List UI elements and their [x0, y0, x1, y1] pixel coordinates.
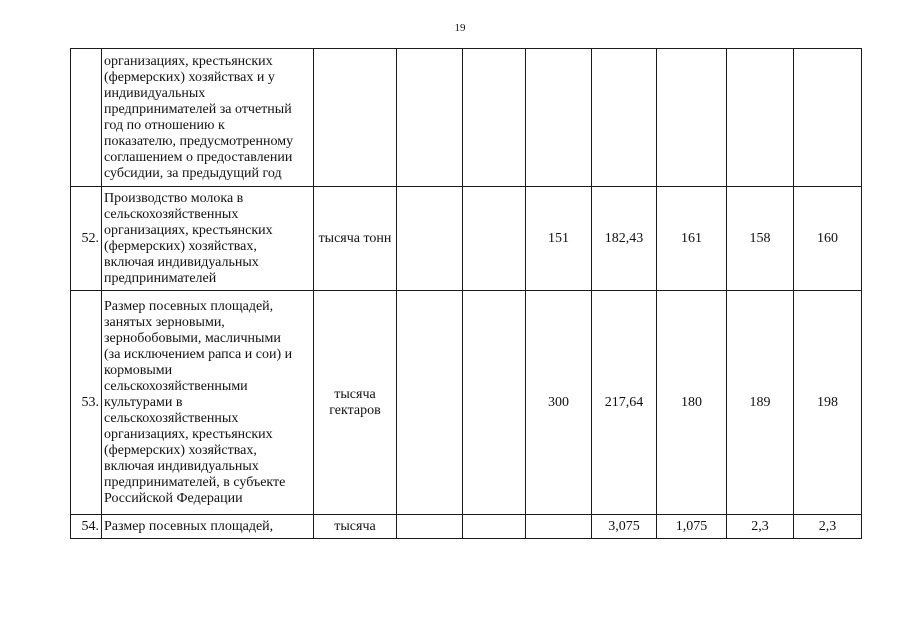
value-cell: [397, 187, 463, 291]
unit-cell: [314, 49, 397, 187]
value-cell: 160: [794, 187, 862, 291]
table-row: [71, 515, 862, 539]
value-cell: 1,075: [657, 515, 727, 539]
row-number: 52.: [71, 187, 102, 291]
indicator-name-line: показателю, предусмотренному: [104, 133, 294, 149]
value-cell: [463, 515, 526, 539]
value-cell: [727, 49, 794, 187]
indicator-name-line: Российской Федерации: [104, 490, 243, 506]
value-cell: [397, 49, 463, 187]
indicator-name-line: сельскохозяйственными: [104, 378, 248, 394]
indicator-name-line: предпринимателей: [104, 270, 217, 286]
indicator-name-line: (фермерских) хозяйствах и у: [104, 69, 275, 85]
indicator-name-line: зернобобовыми, масличными: [104, 330, 281, 346]
value-cell: 2,3: [794, 515, 862, 539]
indicator-name-line: занятых зерновыми,: [104, 314, 225, 330]
indicator-name-line: организациях, крестьянских: [104, 426, 273, 442]
value-cell: [463, 49, 526, 187]
indicators-table: [70, 48, 862, 539]
value-cell: 198: [794, 291, 862, 515]
indicator-name-line: (фермерских) хозяйствах,: [104, 442, 257, 458]
indicator-name: [102, 187, 314, 291]
value-cell: [526, 49, 592, 187]
indicator-name-line: культурами в: [104, 394, 183, 410]
indicator-name-line: год по отношению к: [104, 117, 225, 133]
value-cell: [397, 515, 463, 539]
indicator-name: [102, 515, 314, 539]
table-row: [71, 187, 862, 291]
value-cell: 158: [727, 187, 794, 291]
value-cell: 180: [657, 291, 727, 515]
indicator-name-line: субсидии, за предыдущий год: [104, 165, 282, 181]
value-cell: [657, 49, 727, 187]
value-cell: [526, 515, 592, 539]
indicator-name-line: организациях, крестьянских: [104, 222, 273, 238]
row-number: 53.: [71, 291, 102, 515]
indicator-name: [102, 291, 314, 515]
value-cell: 189: [727, 291, 794, 515]
indicator-name-line: включая индивидуальных: [104, 254, 259, 270]
indicator-name-line: Размер посевных площадей,: [104, 518, 274, 534]
indicator-name-line: индивидуальных: [104, 85, 206, 101]
indicator-name-line: (фермерских) хозяйствах,: [104, 238, 257, 254]
page-number: 19: [454, 22, 466, 34]
value-cell: [463, 187, 526, 291]
indicator-name-line: включая индивидуальных: [104, 458, 259, 474]
row-number: 54.: [71, 515, 102, 539]
unit-cell: тысяча: [314, 515, 397, 539]
table-row: [71, 291, 862, 515]
indicator-name-line: предпринимателей, в субъекте: [104, 474, 286, 490]
value-cell: [592, 49, 657, 187]
indicator-name-line: (за исключением рапса и сои) и: [104, 346, 293, 362]
value-cell: [463, 291, 526, 515]
table-row: [71, 49, 862, 187]
row-number: [71, 49, 102, 187]
indicator-name-line: соглашением о предоставлении: [104, 149, 293, 165]
indicator-name-line: организациях, крестьянских: [104, 53, 273, 69]
indicator-name-line: сельскохозяйственных: [104, 410, 239, 426]
indicator-name-line: сельскохозяйственных: [104, 206, 239, 222]
indicator-name-line: Размер посевных площадей,: [104, 298, 274, 314]
value-cell: 151: [526, 187, 592, 291]
value-cell: 217,64: [592, 291, 657, 515]
unit-cell: тысяча тонн: [314, 187, 397, 291]
value-cell: 2,3: [727, 515, 794, 539]
value-cell: 3,075: [592, 515, 657, 539]
unit-cell: тысяча гектаров: [314, 291, 397, 515]
value-cell: [794, 49, 862, 187]
indicator-name-line: кормовыми: [104, 362, 173, 378]
value-cell: 182,43: [592, 187, 657, 291]
indicator-name-line: предпринимателей за отчетный: [104, 101, 292, 117]
indicator-name-line: Производство молока в: [104, 190, 244, 206]
value-cell: 300: [526, 291, 592, 515]
value-cell: [397, 291, 463, 515]
indicator-name: [102, 49, 314, 187]
value-cell: 161: [657, 187, 727, 291]
